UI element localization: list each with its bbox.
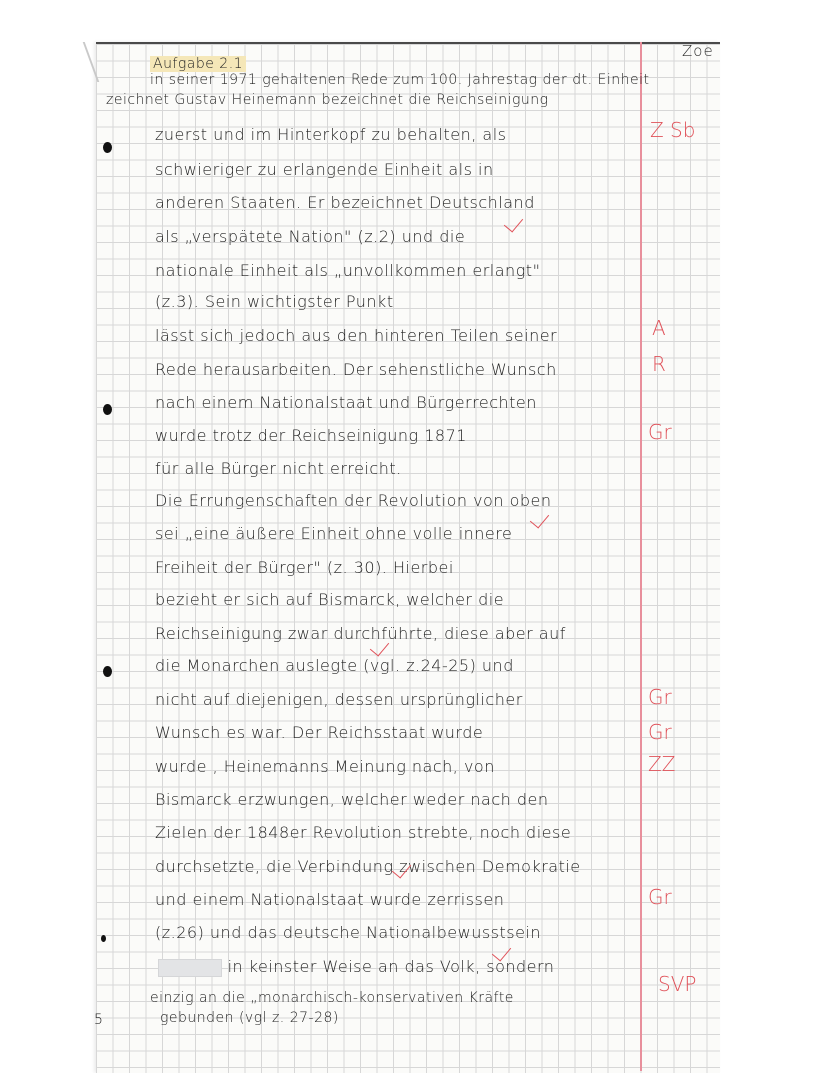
text-line-13: für alle Bürger nicht erreicht.	[155, 459, 402, 478]
text-line-3: zuerst und im Hinterkopf zu behalten, als	[155, 125, 507, 144]
text-line-30: gebunden (vgl z. 27-28)	[160, 1010, 339, 1026]
text-line-2: zeichnet Gustav Heinemann bezeichnet die Reichseinigung	[106, 92, 549, 108]
text-line-15: sei „eine äußere Einheit ohne volle innere	[155, 524, 513, 543]
assignment-title: Aufgabe 2.1	[150, 56, 246, 72]
text-line-25: durchsetzte, die Verbindung zwischen Demokratie	[155, 857, 581, 876]
red-margin-line	[640, 42, 642, 1071]
text-line-12: wurde trotz der Reichseinigung 1871	[155, 426, 467, 445]
text-line-18: Reichseinigung zwar durchführte, diese aber auf	[155, 624, 566, 643]
text-line-1: in seiner 1971 gehaltenen Rede zum 100. Jahrestag der dt. Einheit	[150, 72, 650, 88]
punch-hole	[103, 142, 112, 153]
author-name: Zoe	[682, 42, 714, 60]
margin-mark: Gr	[648, 685, 672, 709]
text-line-17: bezieht er sich auf Bismarck, welcher die	[155, 590, 505, 609]
text-line-29: einzig an die „monarchisch-konservativen Kräfte	[150, 990, 514, 1006]
punch-hole	[103, 666, 112, 677]
margin-mark: Gr	[648, 420, 672, 444]
text-line-8: (z.3). Sein wichtigster Punkt	[155, 292, 394, 311]
margin-mark: Z Sb	[650, 118, 696, 142]
margin-mark: Gr	[648, 720, 672, 744]
text-line-16: Freiheit der Bürger" (z. 30). Hierbei	[155, 558, 454, 577]
text-line-14: Die Errungenschaften der Revolution von oben	[155, 491, 552, 510]
margin-mark: Gr	[648, 885, 672, 909]
text-line-19: die Monarchen auslegte (vgl. z.24-25) und	[155, 656, 514, 675]
margin-mark: R	[652, 352, 666, 376]
redacted-word	[158, 959, 222, 977]
text-line-4: schwieriger zu erlangende Einheit als in	[155, 160, 494, 179]
text-line-27: (z.26) und das deutsche Nationalbewusstsein	[155, 923, 542, 942]
text-line-26: und einem Nationalstaat wurde zerrissen	[155, 890, 505, 909]
margin-mark: SVP	[658, 972, 697, 996]
text-line-9: lässt sich jedoch aus den hinteren Teilen seiner	[155, 326, 558, 345]
punch-hole	[101, 935, 106, 942]
margin-mark: ZZ	[648, 752, 676, 776]
punch-hole	[103, 404, 112, 415]
text-line-28: in keinster Weise an das Volk, sondern	[158, 957, 554, 977]
text-line-22: wurde , Heinemanns Meinung nach, von	[155, 757, 495, 776]
text-line-10: Rede herausarbeiten. Der sehenstliche Wunsch	[155, 360, 557, 379]
text-line-23: Bismarck erzwungen, welcher weder nach den	[155, 790, 549, 809]
text-line-6: als „verspätete Nation" (z.2) und die	[155, 227, 466, 246]
text-line-5: anderen Staaten. Er bezeichnet Deutschland	[155, 193, 535, 212]
margin-mark: A	[652, 316, 666, 340]
text-line-11: nach einem Nationalstaat und Bürgerrechten	[155, 393, 537, 412]
text-line-20: nicht auf diejenigen, dessen ursprünglicher	[155, 690, 523, 709]
text-line-21: Wunsch es war. Der Reichsstaat wurde	[155, 723, 484, 742]
page-number: 5	[94, 1012, 104, 1028]
text-line-7: nationale Einheit als „unvollkommen erlangt"	[155, 261, 541, 280]
text-line-24: Zielen der 1848er Revolution strebte, noch diese	[155, 823, 572, 842]
